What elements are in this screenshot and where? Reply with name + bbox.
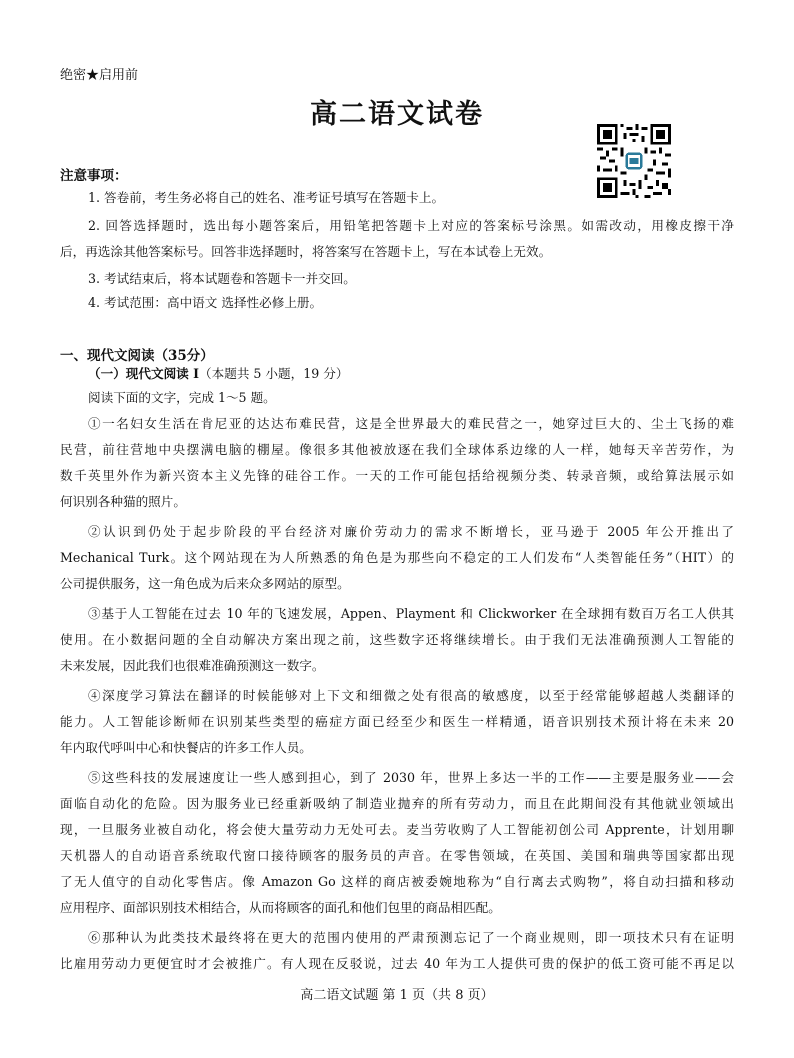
paragraph-line: 民营，前往营地中央摆满电脑的棚屋。像很多其他被放逐在我们全球体系边缘的人一样，她每天辛苦劳作，为 xyxy=(60,442,734,457)
paragraph-line: ②认识到仍处于起步阶段的平台经济对廉价劳动力的需求不断增长，亚马逊于 2005 年公开推出了 xyxy=(88,524,734,539)
page-title: 高二语文试卷 xyxy=(310,99,484,130)
paragraph-line: 天机器人的自动语音系统取代窗口接待顾客的服务员的声音。在零售领域，在英国、美国和瑞典等国家都出现 xyxy=(60,848,734,863)
paragraph-line: Mechanical Turk。这个网站现在为人所熟悉的角色是为那些向不稳定的工人们发布“人类智能任务”（HIT）的 xyxy=(60,550,734,565)
paragraph-line: ⑥那种认为此类技术最终将在更大的范围内使用的严肃预测忘记了一个商业规则，即一项技术只有在证明 xyxy=(88,930,734,945)
paragraph-line: 比雇用劳动力更便宜时才会被推广。有人现在反驳说，过去 40 年为工人提供可贵的保护的低工资可能不再足以 xyxy=(60,956,734,971)
paragraph-line: 数千英里外作为新兴资本主义先锋的硅谷工作。一天的工作可能包括给视频分类、转录音频，或给算法展示如 xyxy=(60,468,734,483)
paragraph-line: 能力。人工智能诊断师在识别某些类型的癌症方面已经至少和医生一样精通，语音识别技术预计将在未来 20 xyxy=(60,714,734,729)
subsection-note: （本题共 5 小题，19 分） xyxy=(199,366,349,381)
notice-item-4: 4. 考试范围：高中语文 选择性必修上册。 xyxy=(88,295,323,310)
paragraph-line: ③基于人工智能在过去 10 年的飞速发展，Appen、Playment 和 Clickworker 在全球拥有数百万名工人供其 xyxy=(88,606,734,621)
paragraph-line: 面临自动化的危险。因为服务业已经重新吸纳了制造业抛弃的所有劳动力，而且在此期间没有其他就业领域出 xyxy=(60,796,734,811)
paragraph-line: 了无人值守的自动化零售店。像 Amazon Go 这样的商店被委婉地称为“自行离去式购物”，将自动扫描和移动 xyxy=(60,874,734,889)
qr-code-icon xyxy=(597,124,671,198)
notice-item-2-line-2: 后，再选涂其他答案标号。回答非选择题时，将答案写在答题卡上，写在本试卷上无效。 xyxy=(60,244,552,259)
notice-item-1: 1. 答卷前，考生务必将自己的姓名、准考证号填写在答题卡上。 xyxy=(88,190,445,205)
page-footer: 高二语文试题 第 1 页（共 8 页） xyxy=(300,988,494,1003)
paragraph-line: 现，一旦服务业被自动化，将会使大量劳动力无处可去。麦当劳收购了人工智能初创公司 Apprente，计划用聊 xyxy=(60,822,734,837)
notice-item-3: 3. 考试结束后，将本试题卷和答题卡一并交回。 xyxy=(88,271,356,286)
paragraph-line: 未来发展，因此我们也很难准确预测这一数字。 xyxy=(60,658,325,673)
paragraph-line: 使用。在小数据问题的全自动解决方案出现之前，这些数字还将继续增长。由于我们无法准确预测人工智能的 xyxy=(60,632,734,647)
paragraph-line: 公司提供服务，这一角色成为后来众多网站的原型。 xyxy=(60,576,350,591)
confidential-label: 绝密★启用前 xyxy=(60,68,139,83)
paragraph-line: ⑤这些科技的发展速度让一些人感到担心，到了 2030 年，世界上多达一半的工作——主要是服务业——会 xyxy=(88,770,734,785)
subsection-title: （一）现代文阅读 I xyxy=(88,366,200,381)
paragraph-line: 年内取代呼叫中心和快餐店的许多工作人员。 xyxy=(60,740,312,755)
subsection-heading xyxy=(88,364,348,384)
paragraph-line: ①一名妇女生活在肯尼亚的达达布难民营，这是全世界最大的难民营之一，她穿过巨大的、尘土飞扬的难 xyxy=(88,416,734,431)
section-heading: 一、现代文阅读（35分） xyxy=(60,348,214,364)
paragraph-line: 应用程序、面部识别技术相结合，从而将顾客的面孔和他们包里的商品相匹配。 xyxy=(60,900,501,915)
paragraph-line: ④深度学习算法在翻译的时候能够对上下文和细微之处有很高的敏感度，以至于经常能够超越人类翻译的 xyxy=(88,688,734,703)
notice-item-2-line-1: 2. 回答选择题时，选出每小题答案后，用铅笔把答题卡上对应的答案标号涂黑。如需改动，用橡皮擦干净 xyxy=(88,218,734,233)
notice-heading: 注意事项： xyxy=(60,168,128,184)
paragraph-line: 何识别各种猫的照片。 xyxy=(60,494,186,509)
reading-instruction: 阅读下面的文字，完成 1～5 题。 xyxy=(88,390,276,405)
